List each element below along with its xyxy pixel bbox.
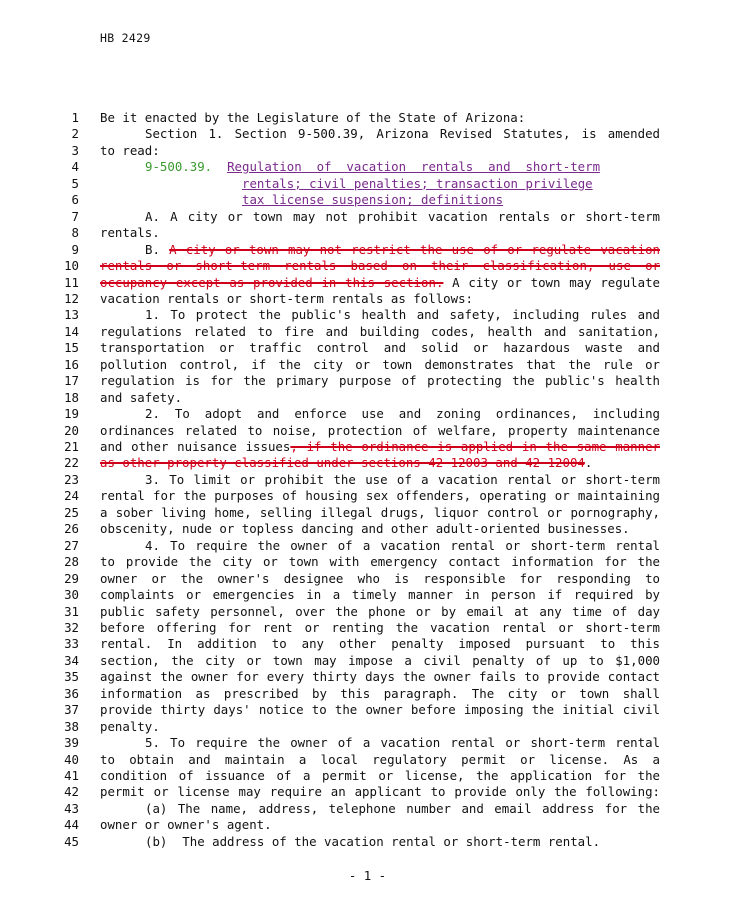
line-number: 22 <box>64 455 79 471</box>
text-line <box>0 307 735 324</box>
line-number: 31 <box>64 603 79 619</box>
line-number: 16 <box>64 356 79 372</box>
text-line <box>0 719 735 736</box>
text-segment: penalty. <box>100 718 160 734</box>
text-segment: 5. To require the owner of a vacation rental or short-term rental <box>145 735 660 751</box>
line-number: 39 <box>64 735 79 751</box>
line-number: 17 <box>64 373 79 389</box>
text-segment: information as prescribed by this paragraph. The city or town shall <box>100 685 660 701</box>
text-segment: regulations related to fire and building codes, health and sanitation, <box>100 323 660 339</box>
line-text <box>100 719 660 736</box>
line-number: 2 <box>71 126 79 142</box>
line-text <box>100 752 660 769</box>
line-text <box>145 735 660 752</box>
text-segment: a sober living home, selling illegal drugs, liquor control or pornography, <box>100 504 660 520</box>
text-segment: owner or owner's agent. <box>100 817 272 833</box>
text-line <box>0 653 735 670</box>
line-number: 45 <box>64 833 79 849</box>
line-text <box>145 159 660 176</box>
deleted-text: rentals or short-term rentals based on their classification, use or <box>100 258 660 274</box>
text-line <box>0 636 735 653</box>
line-number: 6 <box>71 192 79 208</box>
line-number: 21 <box>64 439 79 454</box>
text-line <box>0 192 735 209</box>
text-line <box>0 242 735 259</box>
line-text <box>100 817 660 834</box>
line-number: 20 <box>64 422 79 438</box>
text-line <box>0 340 735 357</box>
text-segment: 3. To limit or prohibit the use of a vacation rental or short-term <box>145 471 660 487</box>
text-segment: 2. To adopt and enforce use and zoning ordinances, including <box>145 406 660 422</box>
text-line <box>0 258 735 275</box>
line-number: 26 <box>64 521 79 537</box>
text-segment: (a) The name, address, telephone number and email address for the <box>145 800 660 816</box>
text-line <box>0 604 735 621</box>
text-segment: B. <box>145 241 170 257</box>
text-segment: transportation or traffic control and solid or hazardous waste and <box>100 340 660 356</box>
text-line <box>0 571 735 588</box>
text-line <box>0 455 735 472</box>
line-text <box>100 505 660 522</box>
text-line <box>0 423 735 440</box>
line-number: 19 <box>64 406 79 422</box>
text-line <box>0 373 735 390</box>
text-segment: to provide the city or town with emergency contact information for the <box>100 554 660 570</box>
text-line <box>0 620 735 637</box>
line-number: 23 <box>64 471 79 487</box>
line-number: 7 <box>71 208 79 224</box>
text-segment: . <box>584 455 593 471</box>
text-segment: regulation is for the primary purpose of protecting the public's health <box>100 373 660 389</box>
deleted-text: A city or town may not restrict the use of or regulate vacation <box>169 241 660 257</box>
text-segment: A city or town may regulate <box>443 274 660 290</box>
text-segment: public safety personnel, over the phone or by email at any time of day <box>100 603 660 619</box>
text-segment: (b) The address of the vacation rental or short-term rental. <box>145 833 601 849</box>
line-text <box>100 110 660 127</box>
line-text <box>100 686 660 703</box>
line-text <box>145 538 660 555</box>
line-number: 30 <box>64 587 79 603</box>
text-line <box>0 324 735 341</box>
line-number: 18 <box>64 389 79 405</box>
line-text <box>100 784 660 801</box>
text-segment: rental for the purposes of housing sex offenders, operating or maintaining <box>100 488 660 504</box>
line-text <box>100 373 660 390</box>
line-number: 3 <box>71 142 79 158</box>
deleted-text: occupancy except as provided in this section. <box>100 274 444 290</box>
text-segment: rental. In addition to any other penalty imposed pursuant to this <box>100 636 660 652</box>
line-text <box>100 488 660 505</box>
line-text <box>100 258 660 275</box>
line-number: 35 <box>64 669 79 685</box>
text-line <box>0 686 735 703</box>
line-text <box>100 225 660 242</box>
line-number: 27 <box>64 537 79 553</box>
line-text <box>100 324 660 341</box>
text-segment: complaints or emergencies in a timely manner in person if required by <box>100 587 660 603</box>
line-text <box>100 143 660 160</box>
line-text <box>100 423 660 440</box>
text-line <box>0 735 735 752</box>
text-line <box>0 225 735 242</box>
line-text <box>100 768 660 785</box>
line-number: 11 <box>64 274 79 290</box>
line-number: 37 <box>64 702 79 718</box>
line-text <box>145 209 660 226</box>
text-segment: obscenity, nude or topless dancing and other adult-oriented businesses. <box>100 521 630 537</box>
bill-number-header: HB 2429 <box>100 31 151 45</box>
line-text <box>100 571 660 588</box>
line-number: 8 <box>71 225 79 241</box>
line-text <box>145 834 660 851</box>
text-line <box>0 143 735 160</box>
text-segment: before offering for rent or renting the vacation rental or short-term <box>100 619 660 635</box>
text-segment: Be it enacted by the Legislature of the State of Arizona: <box>100 110 526 125</box>
line-number: 43 <box>64 800 79 816</box>
text-line <box>0 209 735 226</box>
line-number: 38 <box>64 718 79 734</box>
line-number: 15 <box>64 340 79 356</box>
text-segment: pollution control, if the city or town demonstrates that the rule or <box>100 356 660 372</box>
text-line <box>0 176 735 193</box>
line-text <box>100 357 660 374</box>
text-line <box>0 406 735 423</box>
text-line <box>0 505 735 522</box>
text-segment: rentals. <box>100 225 160 241</box>
line-number: 34 <box>64 652 79 668</box>
text-segment: and other nuisance issues <box>100 439 291 454</box>
text-segment: vacation rentals or short-term rentals as follows: <box>100 290 473 306</box>
deleted-text: , if the ordinance is applied in the same manner <box>290 439 660 454</box>
line-text <box>100 439 660 456</box>
line-text <box>100 455 660 472</box>
text-segment: provide thirty days' notice to the owner before imposing the initial civil <box>100 702 660 718</box>
text-segment: against the owner for every thirty days the owner fails to provide contact <box>100 669 660 685</box>
text-segment: A. A city or town may not prohibit vacation rentals or short-term <box>145 208 660 224</box>
text-line <box>0 159 735 176</box>
line-number: 44 <box>64 817 79 833</box>
line-text <box>100 340 660 357</box>
line-number: 41 <box>64 768 79 783</box>
inserted-text: rentals; civil penalties; transaction privilege <box>242 175 593 191</box>
line-number: 28 <box>64 554 79 570</box>
text-segment: to read: <box>100 142 160 158</box>
line-text <box>242 176 735 193</box>
inserted-text: tax license suspension; definitions <box>242 192 504 208</box>
text-line <box>0 587 735 604</box>
text-line <box>0 752 735 769</box>
line-text <box>100 653 660 670</box>
text-segment: to obtain and maintain a local regulatory permit or license. As a <box>100 751 660 767</box>
line-number: 1 <box>71 110 79 125</box>
line-text <box>100 636 660 653</box>
line-number: 4 <box>71 159 79 175</box>
line-number: 12 <box>64 290 79 306</box>
text-segment: 4. To require the owner of a vacation rental or short-term rental <box>145 537 660 553</box>
line-number: 13 <box>64 307 79 323</box>
text-line <box>0 669 735 686</box>
text-line <box>0 488 735 505</box>
line-text <box>100 291 660 308</box>
line-number: 36 <box>64 685 79 701</box>
line-text <box>100 275 660 292</box>
line-number: 42 <box>64 784 79 800</box>
deleted-text: as other property classified under sections 42-12003 and 42-12004 <box>100 455 585 471</box>
text-line <box>0 801 735 818</box>
line-number: 29 <box>64 570 79 586</box>
line-text <box>100 390 660 407</box>
line-number: 5 <box>71 175 79 191</box>
text-line <box>0 538 735 555</box>
text-line <box>0 817 735 834</box>
line-number: 25 <box>64 504 79 520</box>
section-number: 9-500.39. <box>145 159 228 175</box>
line-text <box>100 620 660 637</box>
text-line <box>0 291 735 308</box>
text-segment: section, the city or town may impose a civil penalty of up to $1,000 <box>100 652 660 668</box>
text-segment: Section 1. Section 9-500.39, Arizona Revised Statutes, is amended <box>145 126 660 142</box>
line-text <box>100 702 660 719</box>
line-text <box>145 126 660 143</box>
text-segment: permit or license may require an applicant to provide only the following: <box>100 784 660 800</box>
line-text <box>145 472 660 489</box>
line-text <box>145 242 660 259</box>
text-line <box>0 110 735 127</box>
text-line <box>0 521 735 538</box>
line-number: 40 <box>64 751 79 767</box>
line-text <box>100 587 660 604</box>
line-number: 32 <box>64 619 79 635</box>
text-line <box>0 702 735 719</box>
page-number: - 1 - <box>348 868 387 883</box>
line-text <box>100 521 660 538</box>
text-segment: and safety. <box>100 389 183 405</box>
text-line <box>0 768 735 785</box>
text-line <box>0 554 735 571</box>
line-text <box>145 801 660 818</box>
line-text <box>100 604 660 621</box>
text-segment: owner or the owner's designee who is responsible for responding to <box>100 570 660 586</box>
text-segment: 1. To protect the public's health and safety, including rules and <box>145 307 660 323</box>
line-number: 24 <box>64 488 79 504</box>
text-segment: condition of issuance of a permit or license, the application for the <box>100 768 660 783</box>
line-number: 14 <box>64 323 79 339</box>
line-number: 33 <box>64 636 79 652</box>
text-line <box>0 357 735 374</box>
text-line <box>0 472 735 489</box>
text-line <box>0 275 735 292</box>
text-line <box>0 126 735 143</box>
text-line <box>0 784 735 801</box>
line-number: 9 <box>71 241 79 257</box>
text-line <box>0 390 735 407</box>
line-number: 10 <box>64 258 79 274</box>
inserted-text: Regulation of vacation rentals and short-term <box>227 159 601 175</box>
line-text <box>145 406 660 423</box>
line-text <box>145 307 660 324</box>
line-text <box>100 554 660 571</box>
text-line <box>0 439 735 456</box>
line-text <box>242 192 735 209</box>
text-segment: ordinances related to noise, protection of welfare, property maintenance <box>100 422 660 438</box>
text-line <box>0 834 735 851</box>
line-text <box>100 669 660 686</box>
